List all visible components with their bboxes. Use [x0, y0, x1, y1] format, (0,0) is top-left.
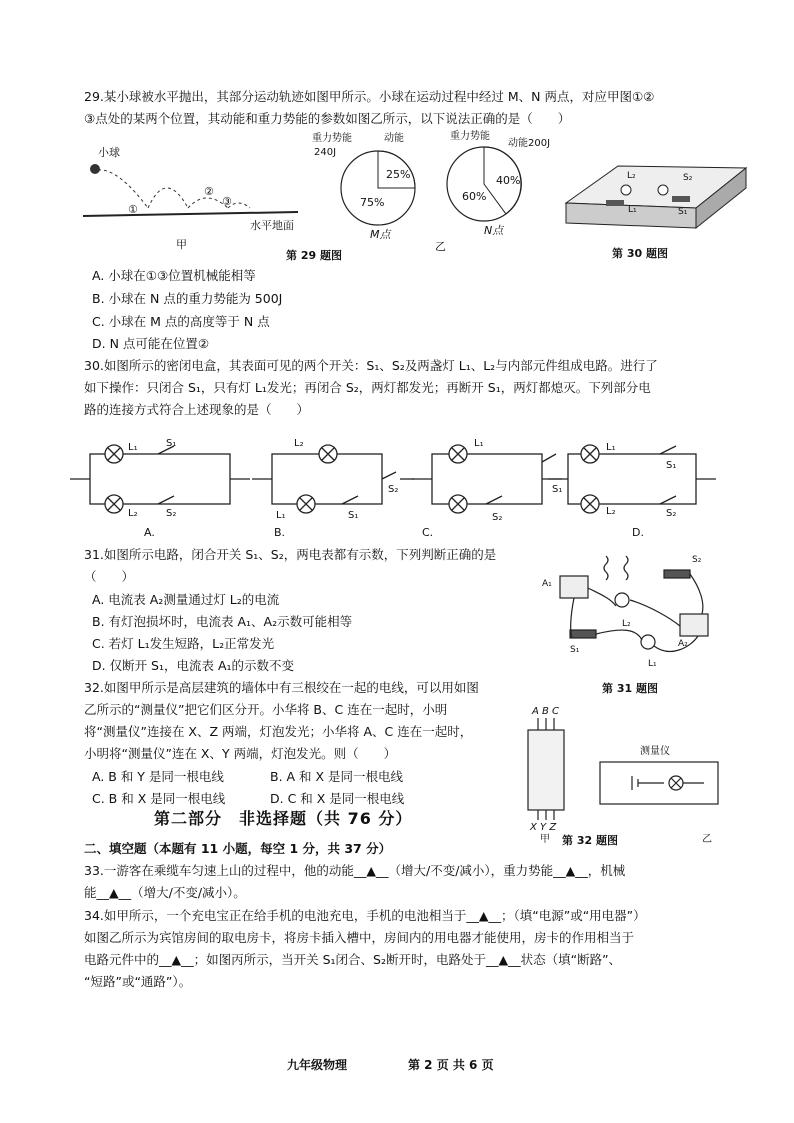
q32-caption: 第 32 题图 — [562, 834, 618, 847]
wire-bottom-labels: X Y Z — [530, 822, 557, 833]
footer-subject: 九年级物理 — [287, 1058, 348, 1072]
q32-option-b: B. A 和 X 是同一根电线 — [270, 769, 404, 784]
q29-stem-line2: ③点处的某两个位置，其动能和重力势能的参数如图乙所示，以下说法正确的是（ ） — [84, 111, 571, 126]
meter-label: 测量仪 — [640, 746, 670, 757]
choice-d: D. — [632, 526, 644, 539]
c-s1: S₁ — [552, 484, 563, 495]
q32-stem-line2: 乙所示的“测量仪”把它们区分开。小华将 B、C 连在一起时，小明 — [84, 702, 448, 717]
q31-option-d: D. 仅断开 S₁，电流表 A₁的示数不变 — [92, 658, 295, 673]
section-two-title: 第二部分 非选择题（共 76 分） — [154, 809, 413, 828]
m-pe-pct: 75% — [360, 196, 385, 209]
q31-caption: 第 31 题图 — [602, 682, 658, 695]
d-s2: S₂ — [666, 508, 677, 519]
n-ke-label: 动能200J — [508, 138, 551, 149]
b-s1: S₁ — [348, 510, 359, 521]
position-1: ① — [128, 203, 138, 216]
q29-figure — [78, 128, 693, 268]
fig32-yi: 乙 — [702, 834, 712, 845]
n-name: N点 — [484, 224, 504, 237]
q34-line1: 34.如甲所示，一个充电宝正在给手机的电池充电，手机的电池相当于__▲__；（填“电源”或“用电器”） — [84, 908, 646, 923]
q29-option-b: B. 小球在 N 点的重力势能为 500J — [92, 291, 283, 306]
q32-stem-line1: 32.如图甲所示是高层建筑的墙体中有三根绞在一起的电线，可以用如图 — [84, 680, 479, 695]
a-s2: S₂ — [166, 508, 177, 519]
n-ke-pct: 40% — [496, 174, 521, 187]
fill-heading: 二、填空题（本题有 11 小题，每空 1 分，共 37 分） — [84, 841, 392, 856]
d-l2: L₂ — [606, 506, 616, 517]
q34-line3: 电路元件中的__▲__；如图丙所示，当开关 S₁闭合、S₂断开时，电路处于__▲__状态（填“断路”、 — [84, 952, 622, 967]
q32-option-a: A. B 和 Y 是同一根电线 — [92, 769, 224, 784]
b-l2: L₂ — [294, 438, 304, 449]
fig-yi-label: 乙 — [435, 240, 446, 253]
q34-line2: 如图乙所示为宾馆房间的取电房卡，将房卡插入槽中，房间内的用电器才能使用，房卡的作用相当于 — [84, 930, 635, 945]
fig-s1: S₁ — [570, 645, 580, 655]
q29-option-a: A. 小球在①③位置机械能相等 — [92, 268, 256, 283]
q29-option-c: C. 小球在 M 点的高度等于 N 点 — [92, 314, 270, 329]
position-2: ② — [204, 185, 214, 198]
q31-option-b: B. 有灯泡损坏时，电流表 A₁、A₂示数可能相等 — [92, 614, 353, 629]
m-name: M点 — [370, 228, 391, 241]
q31-figure — [540, 548, 720, 698]
fig-a2: A₂ — [678, 639, 688, 649]
choice-b: B. — [274, 526, 286, 539]
q29-caption: 第 29 题图 — [286, 249, 342, 262]
q30-box-figure — [566, 166, 746, 228]
q30-caption: 第 30 题图 — [612, 247, 668, 260]
a-l1: L₁ — [128, 442, 138, 453]
fig-s2: S₂ — [692, 555, 702, 565]
q31-option-a: A. 电流表 A₂测量通过灯 L₂的电流 — [92, 592, 280, 607]
q30-stem-line2: 如下操作：只闭合 S₁，只有灯 L₁发光；再闭合 S₂，两灯都发光；再断开 S₁，两灯都熄灭。下列部分电 — [84, 380, 651, 395]
ball-icon — [90, 164, 100, 174]
choice-c: C. — [422, 526, 434, 539]
m-ke-pct: 25% — [386, 168, 411, 181]
q32-stem-line4: 小明将“测量仪”连在 X、Y 两端，灯泡发光。则（ ） — [84, 746, 397, 761]
box-s2: S₂ — [683, 173, 693, 183]
q32-stem-line3: 将“测量仪”连接在 X、Z 两端，灯泡发光；小华将 A、C 连在一起时， — [84, 724, 473, 739]
m-pe-value: 240J — [314, 147, 337, 158]
ball-label: 小球 — [98, 146, 120, 159]
box-s1: S₁ — [678, 207, 688, 217]
q30-stem-line3: 路的连接方式符合上述现象的是（ ） — [84, 402, 310, 417]
q32-figure — [514, 704, 734, 850]
d-l1: L₁ — [606, 442, 616, 453]
q29-option-d: D. N 点可能在位置② — [92, 336, 210, 351]
q31-option-c: C. 若灯 L₁发生短路，L₂正常发光 — [92, 636, 275, 651]
fig32-jia: 甲 — [540, 834, 550, 845]
b-s2: S₂ — [388, 484, 399, 495]
q30-stem-line1: 30.如图所示的密闭电盒，其表面可见的两个开关：S₁、S₂及两盏灯 L₁、L₂与内部元件组成电路。进行了 — [84, 358, 658, 373]
q29-stem-line1: 29.某小球被水平抛出，其部分运动轨迹如图甲所示。小球在运动过程中经过 M、N 两点，对应甲图①② — [84, 89, 655, 104]
ground-label: 水平地面 — [250, 219, 294, 232]
fig-l1: L₁ — [648, 659, 657, 669]
c-l1: L₁ — [474, 438, 484, 449]
fig-l2: L₂ — [622, 619, 631, 629]
box-l1: L₁ — [628, 205, 637, 215]
d-s1: S₁ — [666, 460, 677, 471]
q30-circuit-options — [66, 432, 726, 542]
q33-line2: 能__▲__（增大/不变/减小）。 — [84, 885, 246, 900]
q31-stem-line1: 31.如图所示电路，闭合开关 S₁、S₂，两电表都有示数，下列判断正确的是 — [84, 547, 497, 562]
m-pe-label: 重力势能 — [312, 133, 352, 144]
fig-jia-label: 甲 — [176, 238, 187, 251]
q34-line4: “短路”或“通路”）。 — [84, 974, 192, 989]
q32-option-d: D. C 和 X 是同一根电线 — [270, 791, 405, 806]
q32-option-c: C. B 和 X 是同一根电线 — [92, 791, 226, 806]
box-l2: L₂ — [627, 171, 636, 181]
footer-page: 第 2 页 共 6 页 — [408, 1058, 494, 1072]
n-pe-label: 重力势能 — [450, 131, 490, 142]
position-3: ③ — [222, 195, 232, 208]
n-pe-pct: 60% — [462, 190, 487, 203]
m-ke-label: 动能 — [384, 133, 404, 144]
b-l1: L₁ — [276, 510, 286, 521]
q31-stem-line2: （ ） — [84, 569, 135, 584]
choice-a: A. — [144, 526, 155, 539]
c-s2: S₂ — [492, 512, 503, 523]
a-l2: L₂ — [128, 508, 138, 519]
a-s1: S₁ — [166, 438, 177, 449]
q33-line1: 33.一游客在乘缆车匀速上山的过程中，他的动能__▲__（增大/不变/减小），重力势能__▲__，机械 — [84, 863, 626, 878]
wire-top-labels: A B C — [532, 706, 560, 717]
fig-a1: A₁ — [542, 579, 552, 589]
